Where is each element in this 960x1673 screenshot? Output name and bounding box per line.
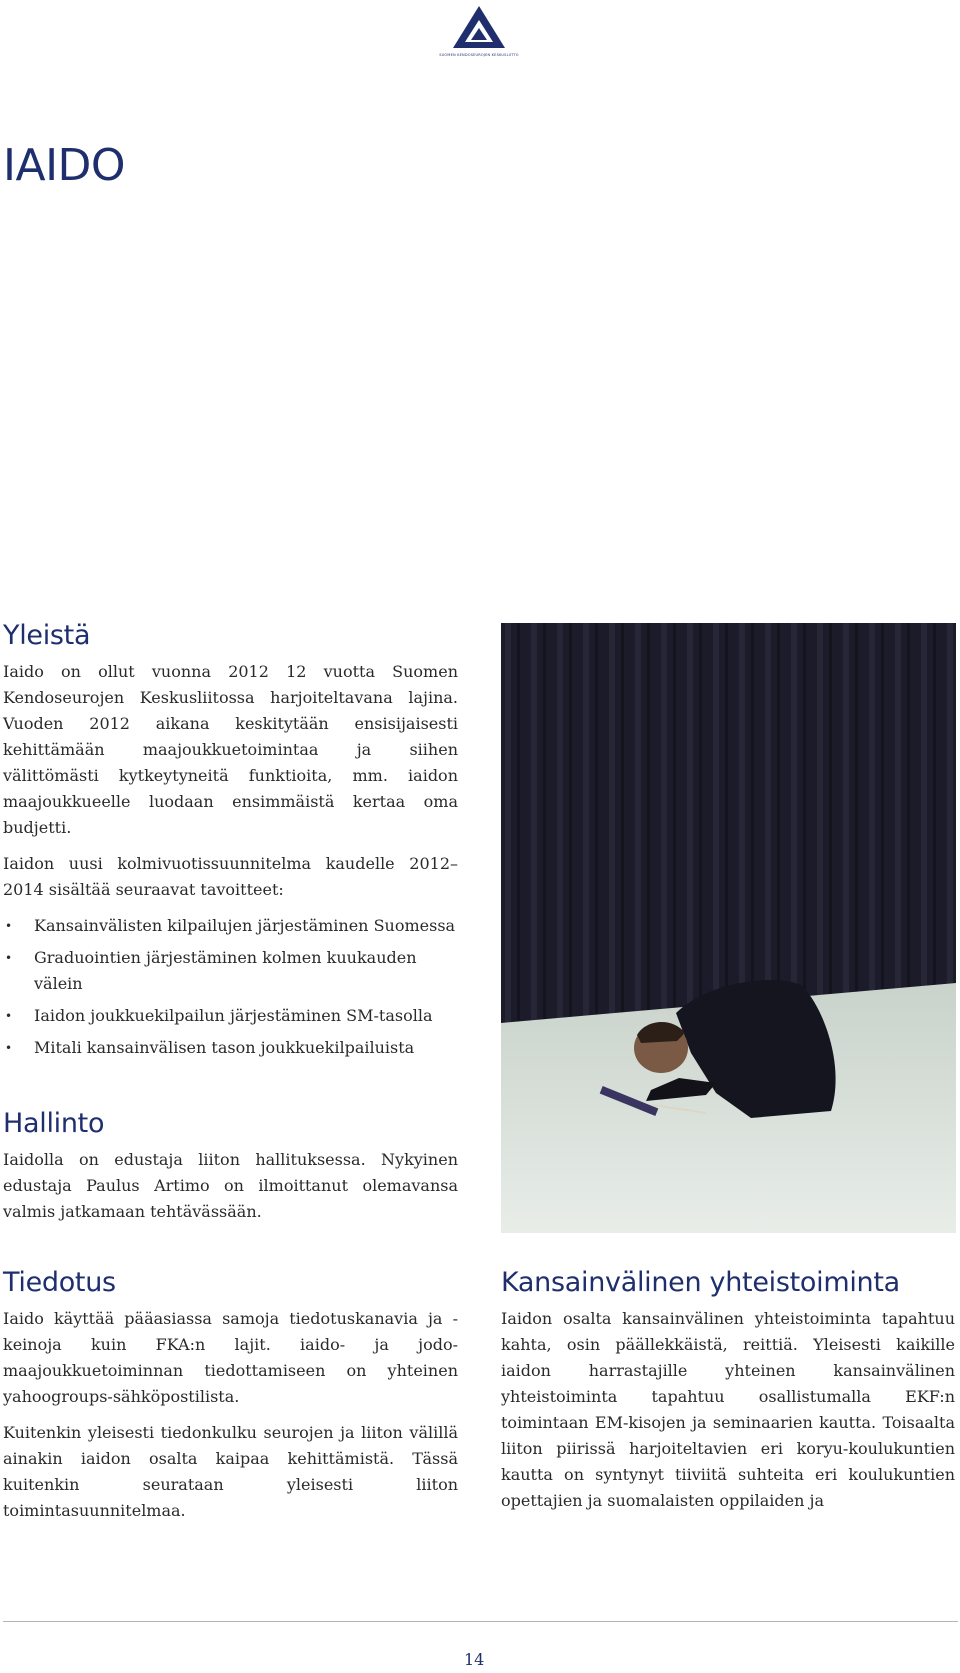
paragraph: Iaido on ollut vuonna 2012 12 vuotta Suomen Kendoseurojen Keskusliitossa harjoiteltavana lajina. Vuoden 2012 aikana keskitytään ensisijaisesti kehittämään maajoukkuetoimintaa ja siihen välittömästi kytkeytyneitä funktioita, mm. iaidon maajoukkueelle luodaan ensimmäistä kertaa oma budjetti. [3,662,458,837]
iaido-photo [501,623,956,1233]
paragraph: Iaido käyttää pääasiassa samoja tiedotuskanavia ja -keinoja kuin FKA:n lajit. iaido- ja jodo-maajoukkuetoiminnan tiedottamiseen on yhteinen yahoogroups-sähköpostilista. [3,1309,458,1406]
list-item: • Kansainvälisten kilpailujen järjestäminen Suomessa [3,913,458,939]
section-heading: Yleistä [3,620,91,651]
footer-divider [3,1621,958,1622]
logo-caption: SUOMEN KENDOSEUROJEN KESKUSLIITTO [439,53,519,57]
page-title: IAIDO [3,140,126,191]
list-item: • Graduointien järjestäminen kolmen kuukauden välein [3,945,458,997]
section-tiedotus [3,1267,458,1534]
federation-logo [449,4,509,60]
page-number: 14 [464,1650,485,1669]
section-hallinto [3,1108,458,1235]
paragraph: Iaidolla on edustaja liiton hallituksessa. Nykyinen edustaja Paulus Artimo on ilmoittanut olemavansa valmis jatkamaan tehtävässään. [3,1150,458,1221]
list-item: • Mitali kansainvälisen tason joukkuekilpailuista [3,1035,458,1061]
goal-list [3,913,458,1061]
section-kansainvalinen [501,1267,955,1524]
section-heading: Hallinto [3,1108,105,1139]
section-heading: Kansainvälinen yhteistoiminta [501,1267,900,1298]
paragraph: Kuitenkin yleisesti tiedonkulku seurojen ja liiton välillä ainakin iaidon osalta kaipaa kehittämistä. Tässä kuitenkin seurataan yleisesti liiton toimintasuunnitelmaa. [3,1423,458,1520]
paragraph: Iaidon uusi kolmivuotissuunnitelma kaudelle 2012–2014 sisältää seuraavat tavoitteet: [3,854,458,899]
section-heading: Tiedotus [3,1267,116,1298]
section-yleista [3,620,458,1067]
list-item: • Iaidon joukkuekilpailun järjestäminen SM-tasolla [3,1003,458,1029]
paragraph: Iaidon osalta kansainvälinen yhteistoiminta tapahtuu kahta, osin päällekkäistä, reittiä. Yleisesti kaikille iaidon harrastajille yhteinen kansainvälinen yhteistoiminta tapahtuu osallistumalla EKF:n toimintaan EM-kisojen ja seminaarien kautta. Toisaalta liiton piirissä harjoiteltavien eri koryu-koulukuntien kautta on syntynyt tiiviitä suhteita eri koulukuntien opettajien ja suomalaisten oppilaiden ja [501,1309,955,1510]
